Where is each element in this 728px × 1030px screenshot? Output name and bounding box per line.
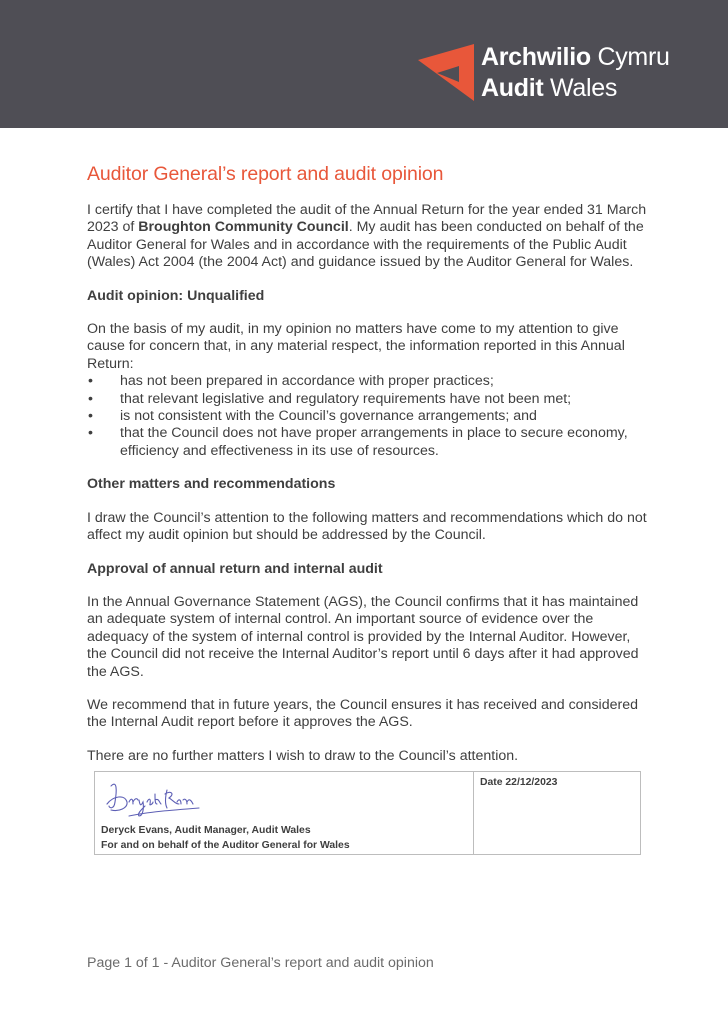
list-item: • that relevant legislative and regulatory requirements have not been met; [88,390,572,407]
opinion-heading: Audit opinion: Unqualified [87,287,265,304]
logo-welsh-name: Archwilio Cymru [481,43,670,71]
audit-wales-mark-icon [417,43,477,103]
recommendation-paragraph: We recommend that in future years, the Council ensures it has received and considered the Internal Audit report before it approves the AGS. [87,696,638,731]
approval-paragraph: In the Annual Governance Statement (AGS), the Council confirms that it has maintained an adequate system of internal control. An important source of evidence over the adequacy of the system of internal control is provided by the Internal Auditor. However, the Council did not receive the Internal Auditor’s report until 6 days after it had approved the AGS. [87,593,639,680]
list-item: • has not been prepared in accordance with proper practices; [88,373,494,390]
bullet-icon: • [88,373,93,390]
opinion-paragraph: On the basis of my audit, in my opinion no matters have come to my attention to give cause for concern that, in any material respect, the information reported in this Annual Return: [87,321,625,372]
handwritten-signature-icon [103,776,203,822]
other-matters-heading: Other matters and recommendations [87,476,336,493]
list-item: • that the Council does not have proper arrangements in place to secure economy, efficiency and effectiveness in its use of resources. [88,425,628,459]
opinion-bullet-list [87,373,647,460]
on-behalf-text: For and on behalf of the Auditor General for Wales [101,840,350,851]
audit-wales-logo [417,43,707,103]
page-title: Auditor General’s report and audit opinion [87,163,444,185]
signature-date: Date 22/12/2023 [480,777,558,788]
logo-english-name: Audit Wales [481,74,618,102]
signature-cell [95,772,474,854]
list-item: • is not consistent with the Council’s governance arrangements; and [88,408,537,425]
council-name: Broughton Community Council [138,219,349,236]
signatory-name: Deryck Evans, Audit Manager, Audit Wales [101,825,311,836]
page-header [0,0,728,128]
page-footer: Page 1 of 1 - Auditor General’s report and audit opinion [87,955,434,971]
approval-heading: Approval of annual return and internal audit [87,560,383,577]
date-cell [474,772,640,854]
bullet-icon: • [88,390,93,407]
signature-table [94,771,641,855]
bullet-icon: • [88,408,93,425]
bullet-icon: • [88,425,93,442]
other-matters-paragraph: I draw the Council’s attention to the following matters and recommendations which do not affect my audit opinion but should be addressed by the Council. [87,509,647,544]
intro-paragraph: I certify that I have completed the audit of the Annual Return for the year ended 31 March 2023 of Broughton Community Council. My audit has been conducted on behalf of the Auditor General for Wales and in accordance with the requirements of the Public Audit (Wales) Act 2004 (the 2004 Act) and guidance issued by the Auditor General for Wales. [87,202,647,271]
closing-paragraph: There are no further matters I wish to draw to the Council’s attention. [87,747,519,764]
document-body [87,162,647,781]
